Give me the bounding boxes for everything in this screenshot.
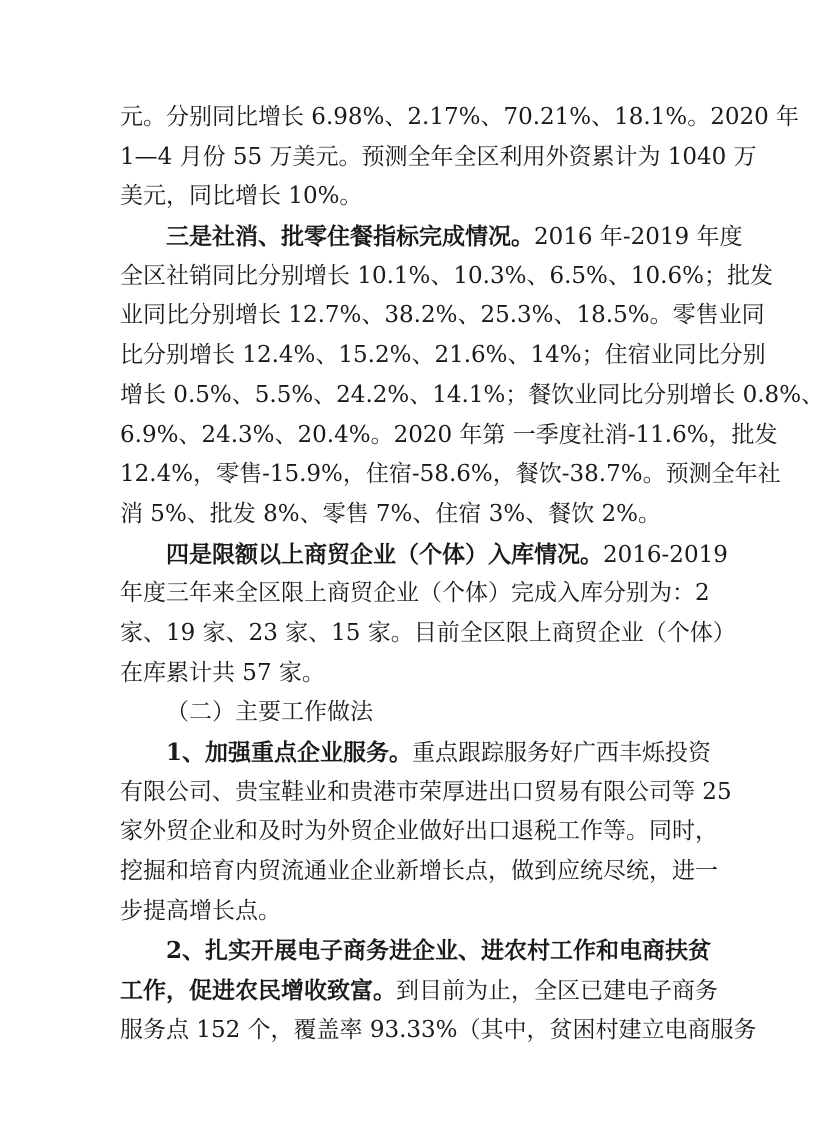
text-line bbox=[120, 257, 773, 297]
body-text: 元。分别同比增长 6.98%、2.17%、70.21%、18.1%。2020 年 bbox=[120, 104, 800, 130]
body-text: 服务点 152 个，覆盖率 93.33%（其中，贫困村建立电商服务 bbox=[120, 1016, 757, 1043]
text-line bbox=[120, 812, 718, 852]
body-text: 步提高增长点。 bbox=[120, 897, 281, 924]
body-text: 6.9%、24.3%、20.4%。2020 年第 一季度社消-11.6%，批发 bbox=[120, 421, 778, 448]
text-line bbox=[120, 177, 676, 217]
text-line bbox=[120, 336, 766, 376]
body-text: 家外贸企业和及时为外贸企业做好出口退税工作等。同时， bbox=[120, 818, 718, 845]
document-body bbox=[120, 98, 824, 1051]
text-line bbox=[120, 455, 781, 495]
body-text: 年度三年来全区限上商贸企业（个体）完成入库分别为：2 bbox=[120, 580, 710, 607]
body-text: 全区社销同比分别增长 10.1%、10.3%、6.5%、10.6%；批发 bbox=[120, 262, 773, 289]
text-line bbox=[120, 971, 718, 1011]
body-text: 1—4 月份 55 万美元。预测全年全区利用外资累计为 1040 万 bbox=[120, 143, 757, 170]
text-line bbox=[120, 1011, 757, 1051]
body-text: 家、19 家、23 家、15 家。目前全区限上商贸企业（个体） bbox=[120, 619, 736, 646]
body-text: 比分别增长 12.4%、15.2%、21.6%、14%；住宿业同比分别 bbox=[120, 342, 766, 369]
text-line bbox=[120, 535, 728, 575]
text-line bbox=[120, 138, 757, 178]
text-line bbox=[120, 733, 712, 773]
text-line bbox=[120, 852, 718, 892]
bold-heading-text: 三是社消、批零住餐指标完成情况。 bbox=[166, 223, 534, 251]
body-text: 有限公司、贵宝鞋业和贵港市荣厚进出口贸易有限公司等 25 bbox=[120, 778, 732, 805]
body-text: 2016 年-2019 年度 bbox=[534, 224, 743, 251]
text-line bbox=[120, 98, 800, 138]
text-line bbox=[120, 654, 676, 694]
bold-heading-text: 四是限额以上商贸企业（个体）入库情况。 bbox=[166, 540, 603, 568]
body-text: 在库累计共 57 家。 bbox=[120, 659, 325, 686]
bold-heading-text: 1、加强重点企业服务。 bbox=[166, 739, 413, 766]
body-text: 业同比分别增长 12.7%、38.2%、25.3%、18.5%。零售业同 bbox=[120, 302, 765, 329]
text-line bbox=[120, 892, 676, 932]
text-line bbox=[120, 376, 824, 416]
text-line bbox=[120, 773, 732, 813]
body-text: 增长 0.5%、5.5%、24.2%、14.1%；餐饮业同比分别增长 0.8%、 bbox=[120, 381, 824, 408]
bold-heading-text: 2、扎实开展电子商务进企业、进农村工作和电商扶贫 bbox=[166, 937, 712, 965]
body-text: 2016-2019 bbox=[603, 541, 728, 568]
text-line bbox=[120, 416, 778, 456]
body-text: 挖掘和培育内贸流通业企业新增长点，做到应统尽统，进一 bbox=[120, 858, 718, 885]
body-text: （二）主要工作做法 bbox=[166, 699, 373, 726]
text-line bbox=[120, 574, 710, 614]
text-line bbox=[120, 495, 676, 535]
body-text: 重点跟踪服务好广西丰烁投资 bbox=[412, 740, 712, 766]
body-text: 美元，同比增长 10%。 bbox=[120, 183, 363, 210]
body-text: 消 5%、批发 8%、零售 7%、住宿 3%、餐饮 2%。 bbox=[120, 500, 661, 527]
text-line bbox=[120, 614, 736, 654]
bold-heading-text: 工作，促进农民增收致富。 bbox=[120, 977, 396, 1005]
text-line bbox=[120, 217, 743, 257]
body-text: 12.4%，零售-15.9%，住宿-58.6%，餐饮-38.7%。预测全年社 bbox=[120, 461, 781, 488]
text-line bbox=[120, 931, 712, 971]
text-line bbox=[120, 693, 676, 733]
text-line bbox=[120, 296, 765, 336]
body-text: 到目前为止，全区已建电子商务 bbox=[396, 978, 718, 1005]
